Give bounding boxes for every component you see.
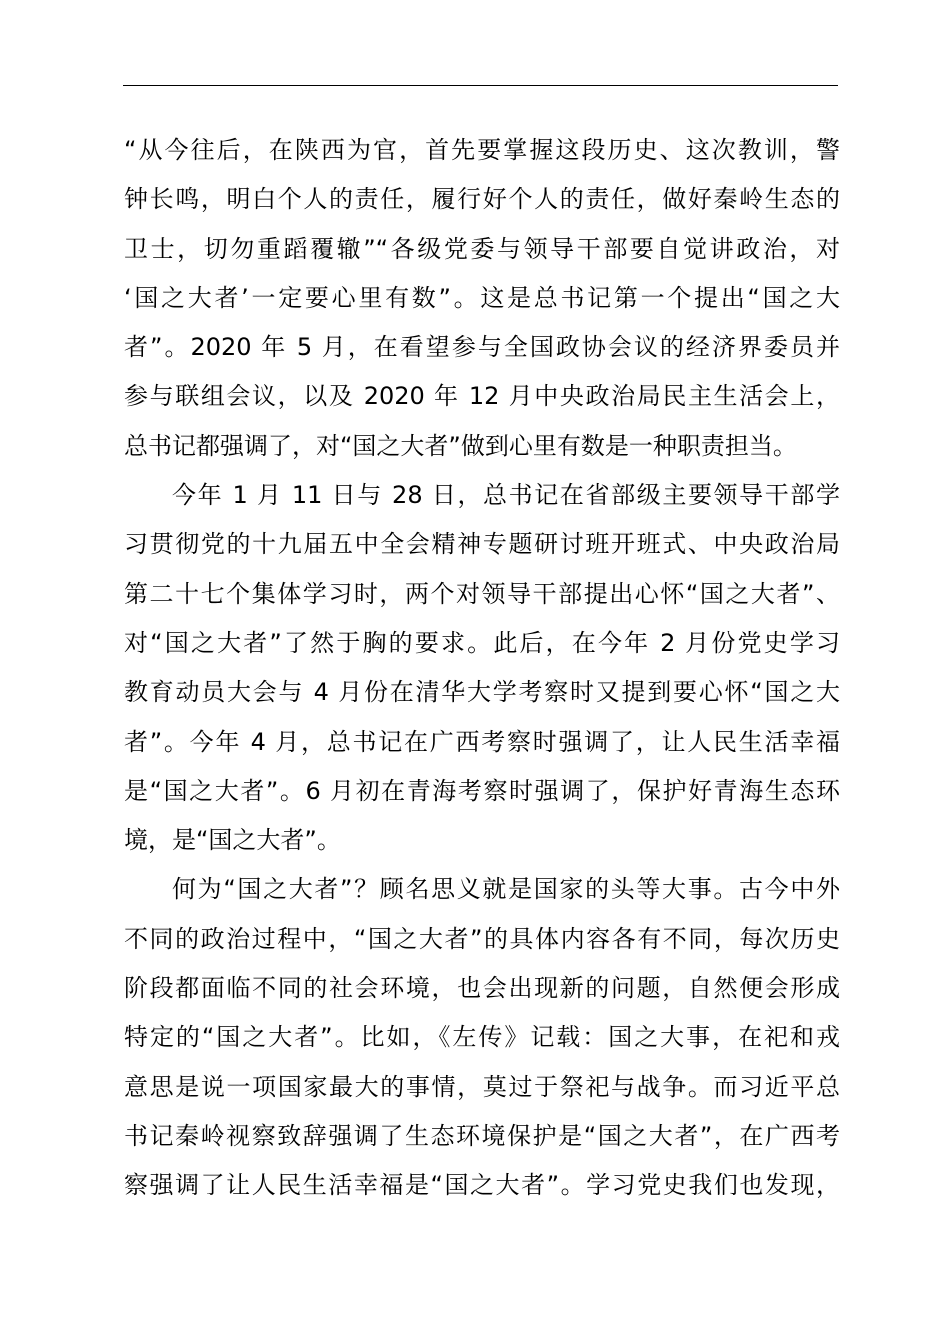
paragraph-3 [124, 865, 840, 1210]
text-line: ‘国之大者’一定要心里有数”。这是总书记第一个提出“国之大 [124, 283, 840, 312]
text-line: 阶段都面临不同的社会环境，也会出现新的问题，自然便会形成 [124, 974, 840, 1003]
header-rule [123, 85, 838, 86]
text-line: 不同的政治过程中，“国之大者”的具体内容各有不同，每次历史 [124, 924, 840, 953]
text-line: 卫士，切勿重蹈覆辙”“各级党委与领导干部要自觉讲政治，对 [124, 234, 840, 263]
text-line: 是“国之大者”。6 月初在青海考察时强调了，保护好青海生态环 [124, 776, 840, 805]
text-line: 参与联组会议，以及 2020 年 12 月中央政治局民主生活会上， [124, 382, 840, 411]
text-line: 何为“国之大者”？顾名思义就是国家的头等大事。古今中外 [172, 875, 840, 904]
text-line: 习贯彻党的十九届五中全会精神专题研讨班开班式、中央政治局 [124, 530, 840, 559]
text-line: 书记秦岭视察致辞强调了生态环境保护是“国之大者”，在广西考 [124, 1121, 840, 1150]
text-line: 对“国之大者”了然于胸的要求。此后，在今年 2 月份党史学习 [124, 628, 840, 657]
text-line: 者”。今年 4 月，总书记在广西考察时强调了，让人民生活幸福 [124, 727, 840, 756]
document-body [124, 126, 840, 1211]
text-line: 者”。2020 年 5 月，在看望参与全国政协会议的经济界委员并 [124, 333, 840, 362]
text-line: 总书记都强调了，对“国之大者”做到心里有数是一种职责担当。 [124, 431, 797, 460]
text-line: 特定的“国之大者”。比如，《左传》记载：国之大事，在祀和戎 [124, 1023, 840, 1052]
paragraph-2 [124, 471, 840, 865]
text-line: 境，是“国之大者”。 [124, 826, 341, 855]
text-line: 教育动员大会与 4 月份在清华大学考察时又提到要心怀“国之大 [124, 678, 840, 707]
text-line: 钟长鸣，明白个人的责任，履行好个人的责任，做好秦岭生态的 [124, 185, 840, 214]
paragraph-1 [124, 126, 840, 471]
text-line: “从今往后，在陕西为官，首先要掌握这段历史、这次教训，警 [124, 136, 840, 164]
text-line: 第二十七个集体学习时，两个对领导干部提出心怀“国之大者”、 [124, 579, 840, 608]
text-line: 察强调了让人民生活幸福是“国之大者”。学习党史我们也发现， [124, 1171, 840, 1200]
text-line: 意思是说一项国家最大的事情，莫过于祭祀与战争。而习近平总 [124, 1072, 840, 1101]
text-line: 今年 1 月 11 日与 28 日，总书记在省部级主要领导干部学 [172, 481, 840, 510]
